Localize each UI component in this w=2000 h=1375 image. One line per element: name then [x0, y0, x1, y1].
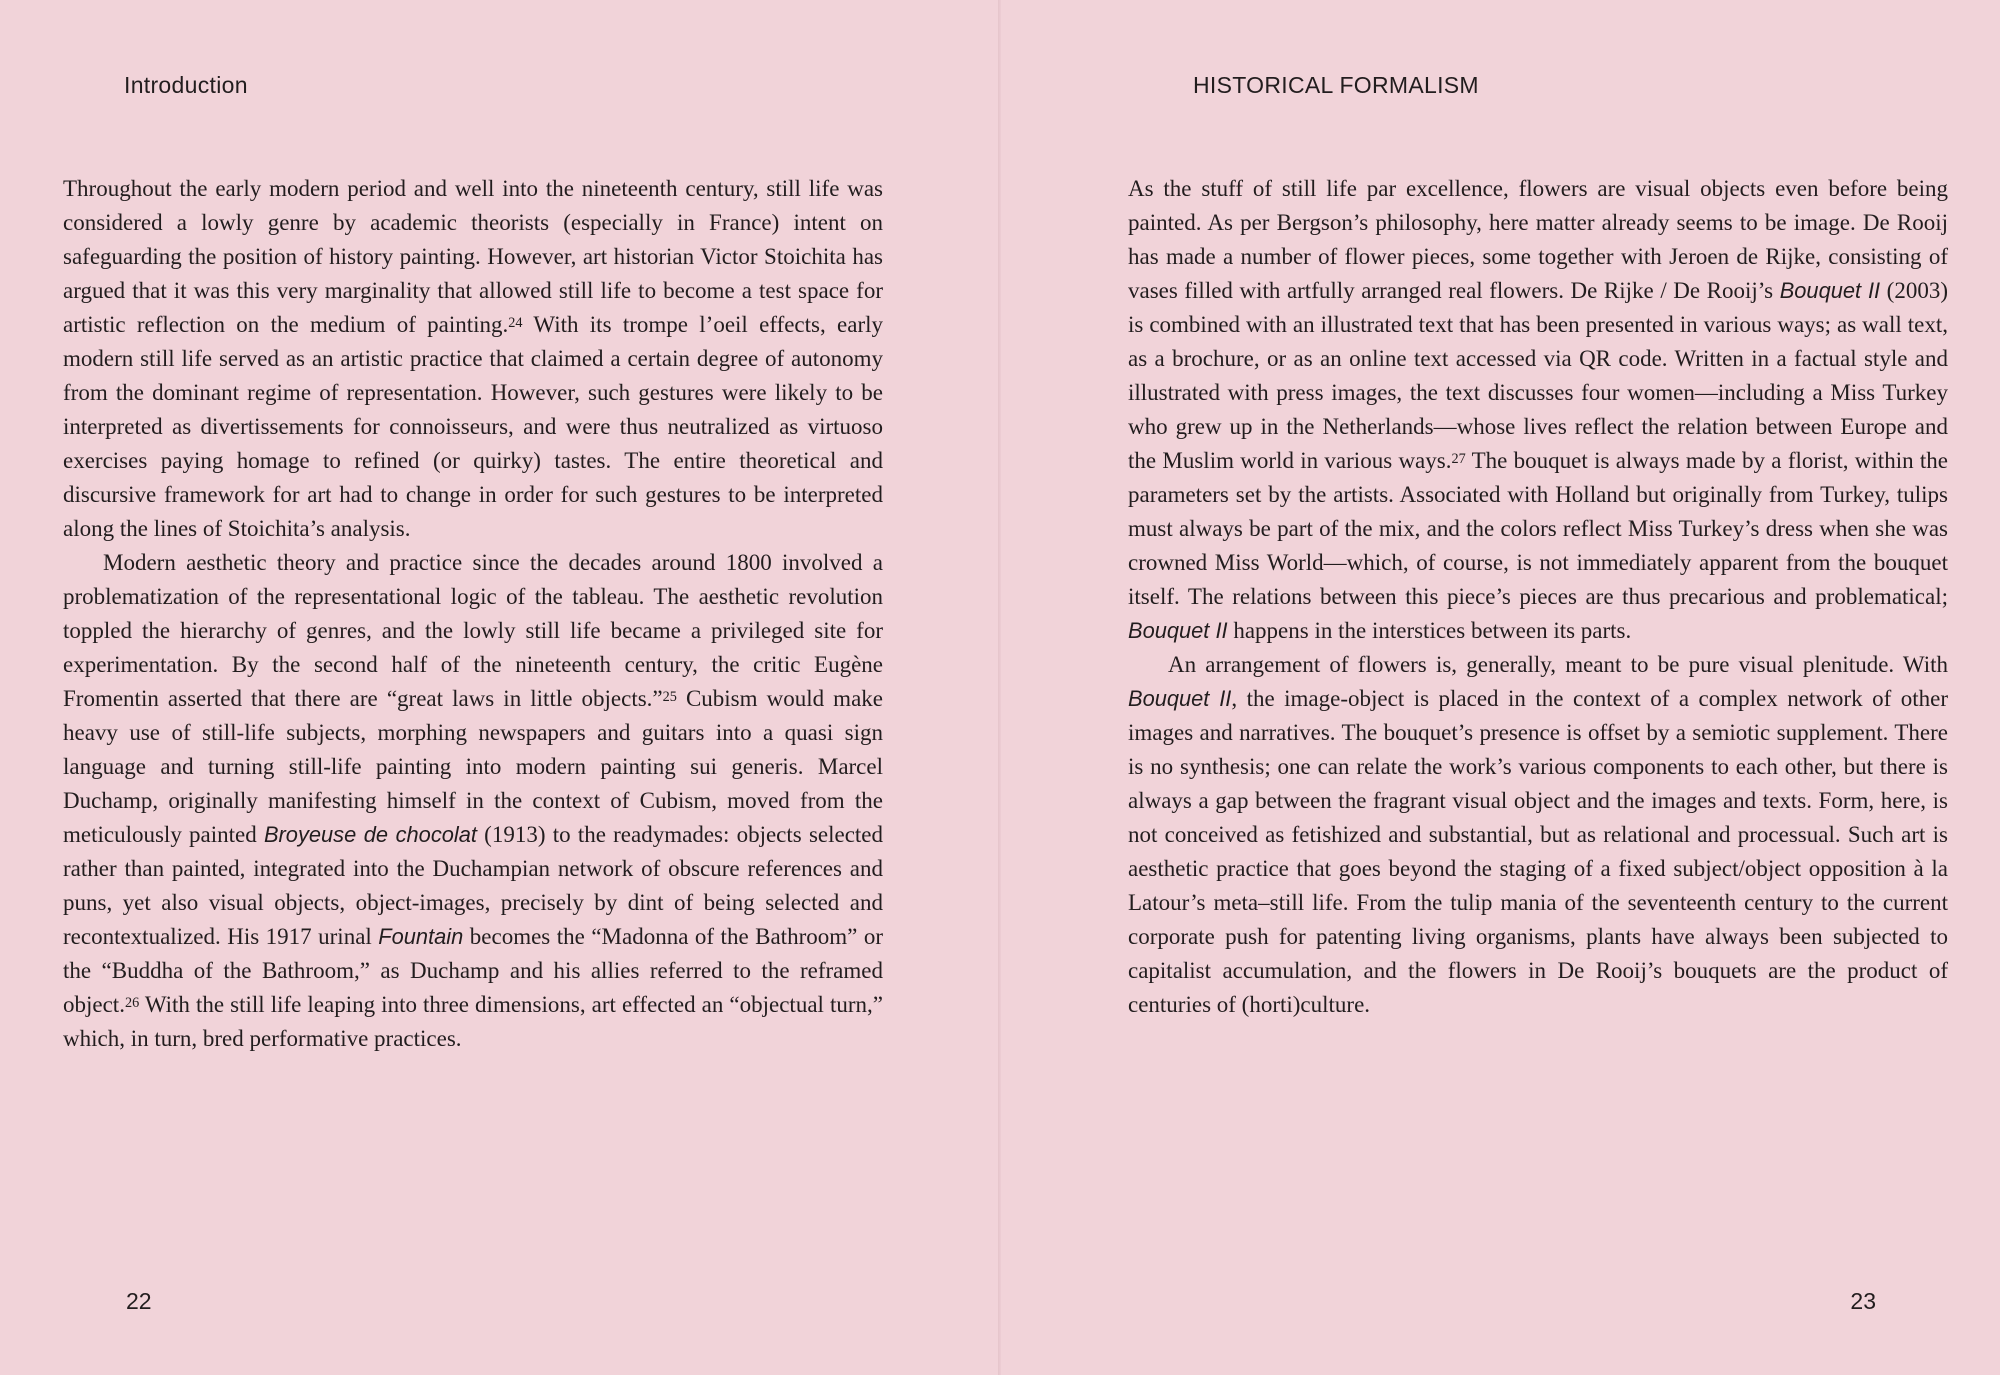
work-title: Bouquet II	[1779, 278, 1881, 303]
work-title: Broyeuse de chocolat	[263, 822, 477, 847]
paragraph	[63, 172, 883, 546]
work-title: Bouquet II	[1128, 618, 1228, 643]
text-run: Modern aesthetic theory and practice since the decades around 1800 involved a problematization of the representational logic of the tableau. The aesthetic revolution toppled the hierarchy of genres, and the lowly still life became a privileged site for experimentation. By the second half of the nineteenth century, the critic Eugène Fromentin asserted that there are “great laws in little objects.”	[63, 550, 883, 711]
body-text-left	[63, 172, 883, 1056]
text-run: becomes the “Madonna of the Bathroom” or the “Buddha of the Bathroom,” as Duchamp and his allies referred to the reframed object.	[63, 924, 883, 1017]
text-run: The bouquet is always made by a florist, within the parameters set by the artists. Associated with Holland but originally from Turkey, tulips must always be part of the mix, and the colors reflect Miss Turkey’s dress when she was crowned Miss World—which, of course, is not immediately apparent from the bouquet itself. The relations between this piece’s pieces are thus precarious and problematical;	[1128, 448, 1948, 609]
page-number-right: 23	[1850, 1288, 1876, 1314]
text-run: With the still life leaping into three dimensions, art effected an “objectual turn,” which, in turn, bred performative practices.	[63, 992, 883, 1051]
running-header-right: HISTORICAL FORMALISM	[1193, 72, 1479, 98]
work-title: Fountain	[378, 924, 464, 949]
footnote-reference: 25	[662, 688, 677, 705]
text-run: (2003) is combined with an illustrated text that has been presented in various ways; as wall text, as a brochure, or as an online text accessed via QR code. Written in a factual style and illustrated with press images, the text discusses four women—including a Miss Turkey who grew up in the Netherlands—whose lives reflect the relation between Europe and the Muslim world in various ways.	[1128, 278, 1948, 473]
footnote-reference: 26	[124, 994, 140, 1011]
footnote-reference: 27	[1451, 450, 1466, 467]
text-run: Throughout the early modern period and well into the nineteenth century, still life was considered a lowly genre by academic theorists (especially in France) intent on safeguarding the position of history painting. However, art historian Victor Stoichita has argued that it was this very marginality that allowed still life to become a test space for artistic reflection on the medium of painting.	[63, 176, 883, 337]
page-number-left: 22	[126, 1288, 152, 1314]
text-run: happens in the interstices between its parts.	[1227, 618, 1632, 643]
page-gutter-divider	[998, 0, 1001, 1375]
text-run: (1913) to the readymades: objects selected rather than painted, integrated into the Duchampian network of obscure references and puns, yet also visual objects, object-images, precisely by dint of being selected and recontextualized. His 1917 urinal	[63, 822, 884, 949]
text-run: , the image-object is placed in the context of a complex network of other images and narratives. The bouquet’s presence is offset by a semiotic supplement. There is no synthesis; one can relate the work’s various components to each other, but there is always a gap between the fragrant visual object and the images and texts. Form, here, is not conceived as fetishized and substantial, but as relational and processual. Such art is aesthetic practice that goes beyond the staging of a fixed subject/object opposition à la Latour’s meta–still life. From the tulip mania of the seventeenth century to the current corporate push for patenting living organisms, plants have always been subjected to capitalist accumulation, and the flowers in De Rooij’s bouquets are the product of centuries of (horti)culture.	[1128, 686, 1948, 1017]
text-run: With its trompe l’oeil effects, early modern still life served as an artistic practice that claimed a certain degree of autonomy from the dominant regime of representation. However, such gestures were likely to be interpreted as divertissements for connoisseurs, and were thus neutralized as virtuoso exercises paying homage to refined (or quirky) tastes. The entire theoretical and discursive framework for art had to change in order for such gestures to be interpreted along the lines of Stoichita’s analysis.	[63, 312, 883, 541]
body-text-right	[1128, 172, 1948, 1022]
paragraph	[1128, 648, 1948, 1022]
text-run: As the stuff of still life par excellence, flowers are visual objects even before being painted. As per Bergson’s philosophy, here matter already seems to be image. De Rooij has made a number of flower pieces, some together with Jeroen de Rijke, consisting of vases filled with artfully arranged real flowers. De Rijke / De Rooij’s	[1128, 176, 1948, 303]
text-run: Cubism would make heavy use of still-life subjects, morphing newspapers and guitars into a quasi sign language and turning still-life painting into modern painting sui generis. Marcel Duchamp, originally manifesting himself in the context of Cubism, moved from the meticulously painted	[63, 686, 883, 847]
work-title: Bouquet II	[1128, 686, 1232, 711]
paragraph	[1128, 172, 1948, 648]
text-run: An arrangement of flowers is, generally, meant to be pure visual plenitude. With	[1168, 652, 1948, 677]
footnote-reference: 24	[508, 314, 523, 331]
page-right	[1000, 0, 2000, 1375]
paragraph	[63, 546, 883, 1056]
running-header-left: Introduction	[124, 72, 248, 98]
